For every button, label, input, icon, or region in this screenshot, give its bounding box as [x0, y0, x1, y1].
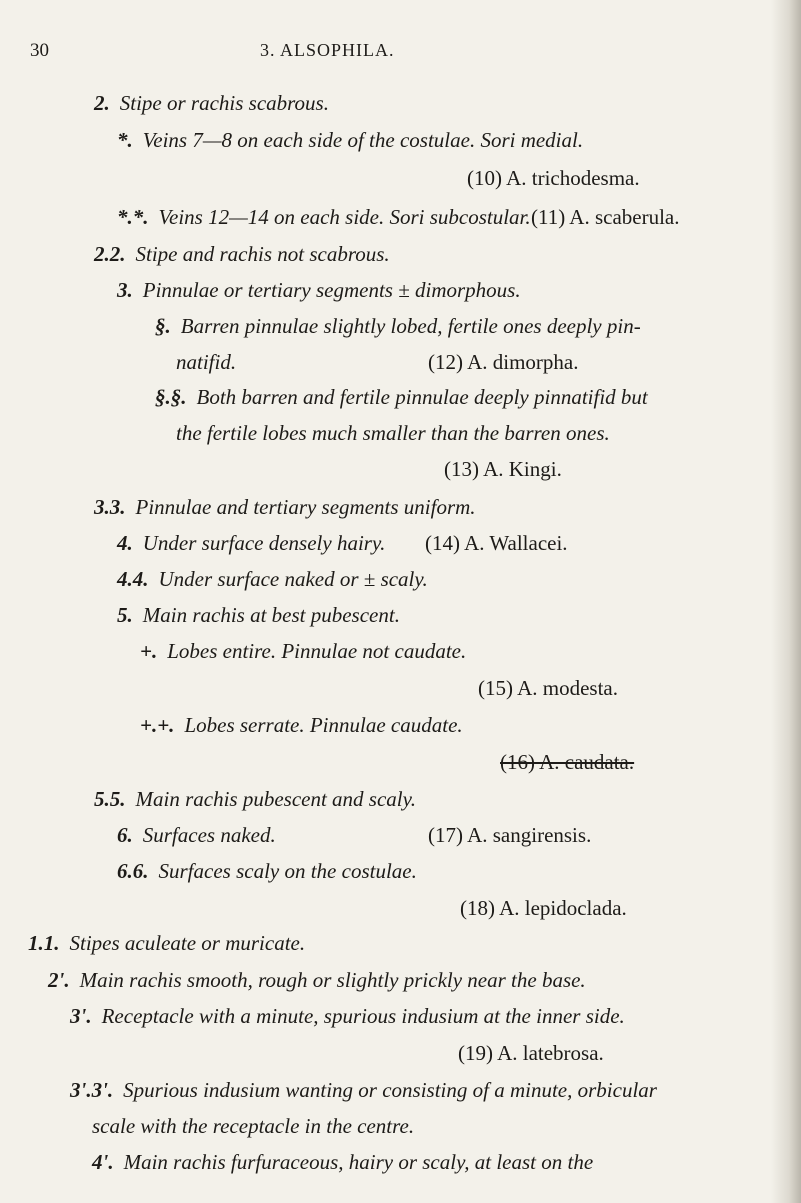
key-line: 3'. Receptacle with a minute, spurious indusium at the inner side. [70, 1004, 625, 1028]
key-line: 4'. Main rachis furfuraceous, hairy or scaly, at least on the [92, 1150, 594, 1174]
key-line: 3'.3'. Spurious indusium wanting or consisting of a minute, orbicular [70, 1078, 657, 1102]
key-line: scale with the receptacle in the centre. [92, 1114, 415, 1138]
key-line: +. Lobes entire. Pinnulae not caudate. [140, 639, 467, 663]
key-line: 3. Pinnulae or tertiary segments ± dimorphous. [117, 278, 521, 302]
key-line: 3.3. Pinnulae and tertiary segments uniform. [94, 495, 476, 519]
taxon-result: (10) A. trichodesma. [467, 166, 640, 190]
key-line: 2. Stipe or rachis scabrous. [94, 91, 329, 115]
key-line: 6. Surfaces naked. [117, 823, 276, 847]
taxon-result: (16) A. caudata. [500, 750, 635, 774]
key-line: the fertile lobes much smaller than the barren ones. [176, 421, 610, 445]
key-line: 2.2. Stipe and rachis not scabrous. [94, 242, 390, 266]
key-line: §. Barren pinnulae slightly lobed, fertile ones deeply pin- [155, 314, 641, 338]
key-line: §.§. Both barren and fertile pinnulae deeply pinnatifid but [155, 385, 648, 409]
key-line: *. Veins 7—8 on each side of the costulae. Sori medial. [117, 128, 584, 152]
taxon-result: (18) A. lepidoclada. [460, 896, 627, 920]
key-line: 6.6. Surfaces scaly on the costulae. [117, 859, 417, 883]
key-line: 5. Main rachis at best pubescent. [117, 603, 400, 627]
taxon-result: (11) A. scaberula. [531, 205, 680, 229]
key-line: 2'. Main rachis smooth, rough or slightly prickly near the base. [48, 968, 586, 992]
page-number: 30 [30, 40, 49, 61]
page-edge-shadow [771, 0, 801, 1203]
running-title: 3. ALSOPHILA. [260, 40, 395, 60]
taxon-result: (19) A. latebrosa. [458, 1041, 604, 1065]
key-line: 4. Under surface densely hairy. [117, 531, 386, 555]
key-line: +.+. Lobes serrate. Pinnulae caudate. [140, 713, 463, 737]
key-line: *.*. Veins 12—14 on each side. Sori subcostular. [117, 205, 531, 229]
key-line: 1.1. Stipes aculeate or muricate. [28, 931, 306, 955]
taxon-result: (13) A. Kingi. [444, 457, 562, 481]
key-line: natifid. [176, 350, 237, 374]
taxon-result: (15) A. modesta. [478, 676, 618, 700]
taxon-result: (14) A. Wallacei. [425, 531, 568, 555]
key-line: 5.5. Main rachis pubescent and scaly. [94, 787, 417, 811]
taxon-result: (17) A. sangirensis. [428, 823, 592, 847]
taxon-result: (12) A. dimorpha. [428, 350, 579, 374]
key-line: 4.4. Under surface naked or ± scaly. [117, 567, 428, 591]
